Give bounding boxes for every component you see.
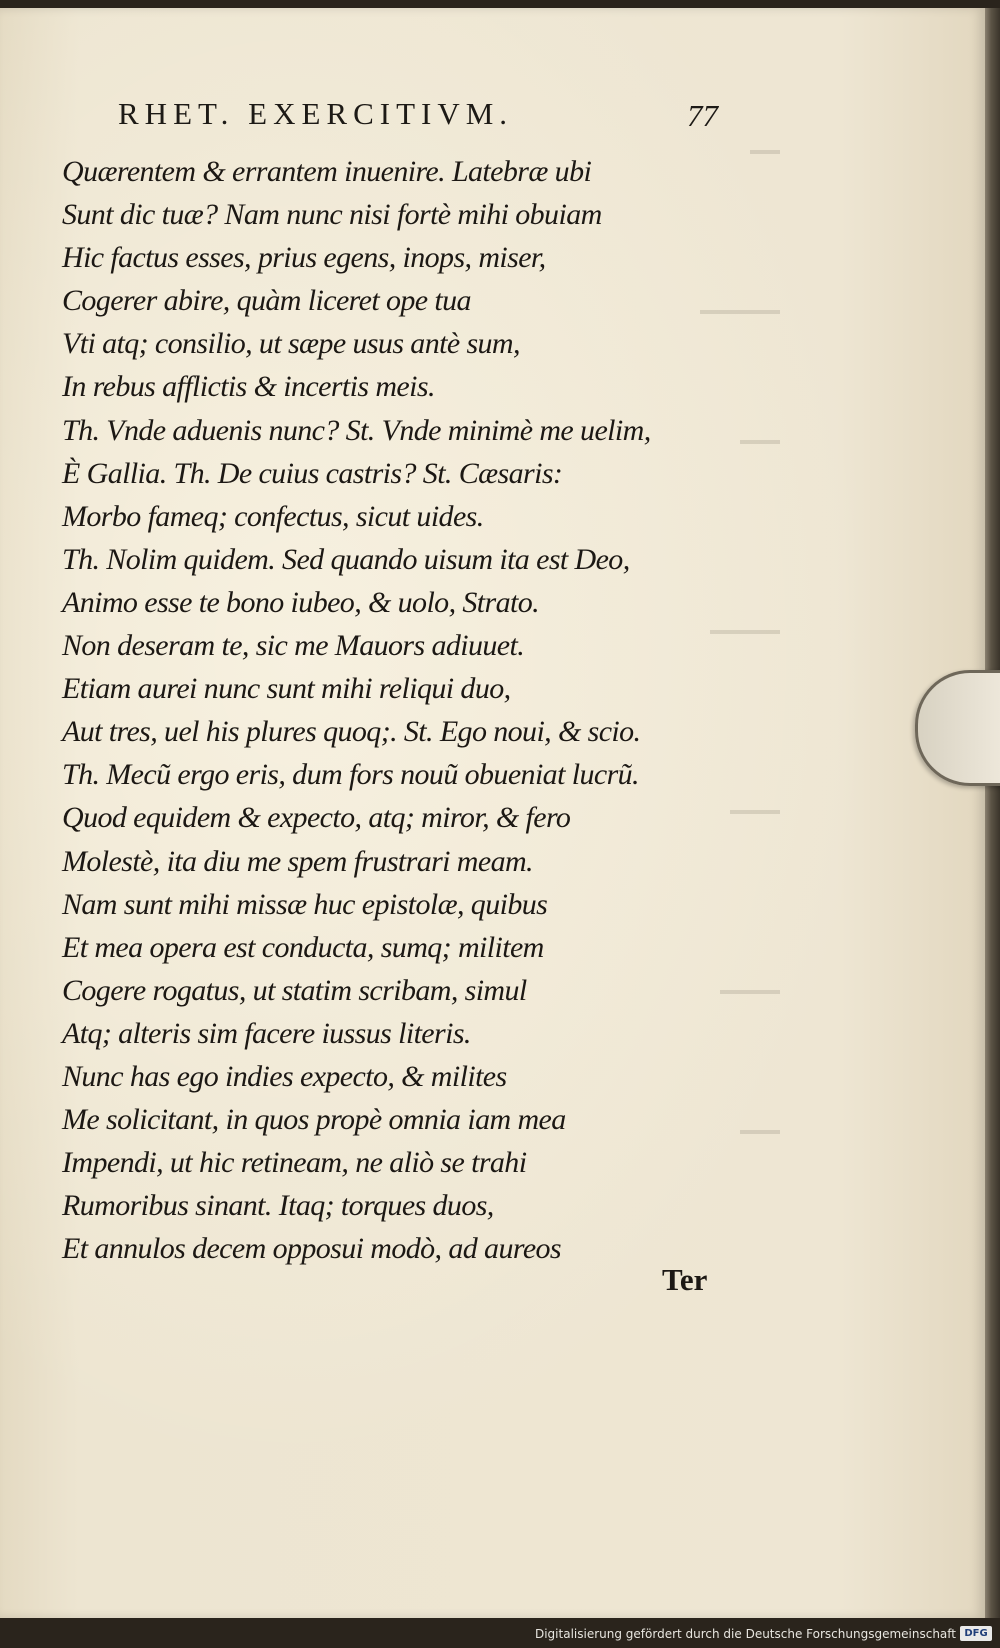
verse-line: Cogerer abire, quàm liceret ope tua [62,284,471,318]
verse-line: Quærentem & errantem inuenire. Latebræ ubi [62,155,592,188]
verse-line: Me solicitant, in quos propè omnia iam mea [62,1103,566,1137]
page-number: 77 [687,98,718,133]
verse-line: Rumoribus sinant. Itaq; torques duos, [62,1189,494,1223]
verse-line: Impendi, ut hic retineam, ne aliò se trahi [62,1146,527,1180]
verse-line: È Gallia. Th. De cuius castris? St. Cæsaris: [62,456,563,490]
verse-block [62,150,742,1270]
verse-line: Sunt dic tuæ? Nam nunc nisi fortè mihi obuiam [62,198,602,232]
verse-line: Cogere rogatus, ut statim scribam, simul [62,973,527,1007]
funding-credit: Digitalisierung gefördert durch die Deutsche Forschungsgemeinschaft [534,1627,956,1641]
verse-line: Nam sunt mihi missæ huc epistolæ, quibus [62,887,548,921]
running-title: RHET. EXERCITIVM. [118,96,514,131]
page-header [118,96,718,140]
dfg-logo: DFG [960,1626,992,1641]
verse-line: In rebus afflictis & incertis meis. [62,370,435,404]
verse-line: Th. Vnde aduenis nunc? St. Vnde minimè me uelim, [62,413,651,447]
verse-line: Aut tres, uel his plures quoq;. St. Ego noui, & scio. [62,715,641,749]
verse-line: Animo esse te bono iubeo, & uolo, Strato. [62,585,540,619]
verse-line: Hic factus esses, prius egens, inops, miser, [62,241,546,275]
verse-line: Th. Mecũ ergo eris, dum fors nouũ obueniat lucrũ. [62,758,639,792]
verse-line: Quod equidem & expecto, atq; miror, & fero [62,801,571,835]
page-edge-shadow [985,8,1000,1618]
verse-line: Non deseram te, sic me Mauors adiuuet. [62,629,525,663]
verse-line: Nunc has ego indies expecto, & milites [62,1059,507,1093]
verse-line: Et annulos decem opposui modò, ad aureos [62,1232,562,1266]
verse-line: Th. Nolim quidem. Sed quando uisum ita est Deo, [62,542,630,576]
verse-line: Molestè, ita diu me spem frustrari meam. [62,844,533,878]
verse-line: Etiam aurei nunc sunt mihi reliqui duo, [62,672,511,706]
catchword: Ter [662,1262,708,1297]
verse-line: Morbo fameq; confectus, sicut uides. [62,499,484,533]
verse-line: Et mea opera est conducta, sumq; militem [62,930,544,964]
footer-bar [0,1618,1000,1648]
verse-line: Atq; alteris sim facere iussus literis. [62,1016,471,1050]
verse-line: Vti atq; consilio, ut sæpe usus antè sum, [62,327,520,361]
